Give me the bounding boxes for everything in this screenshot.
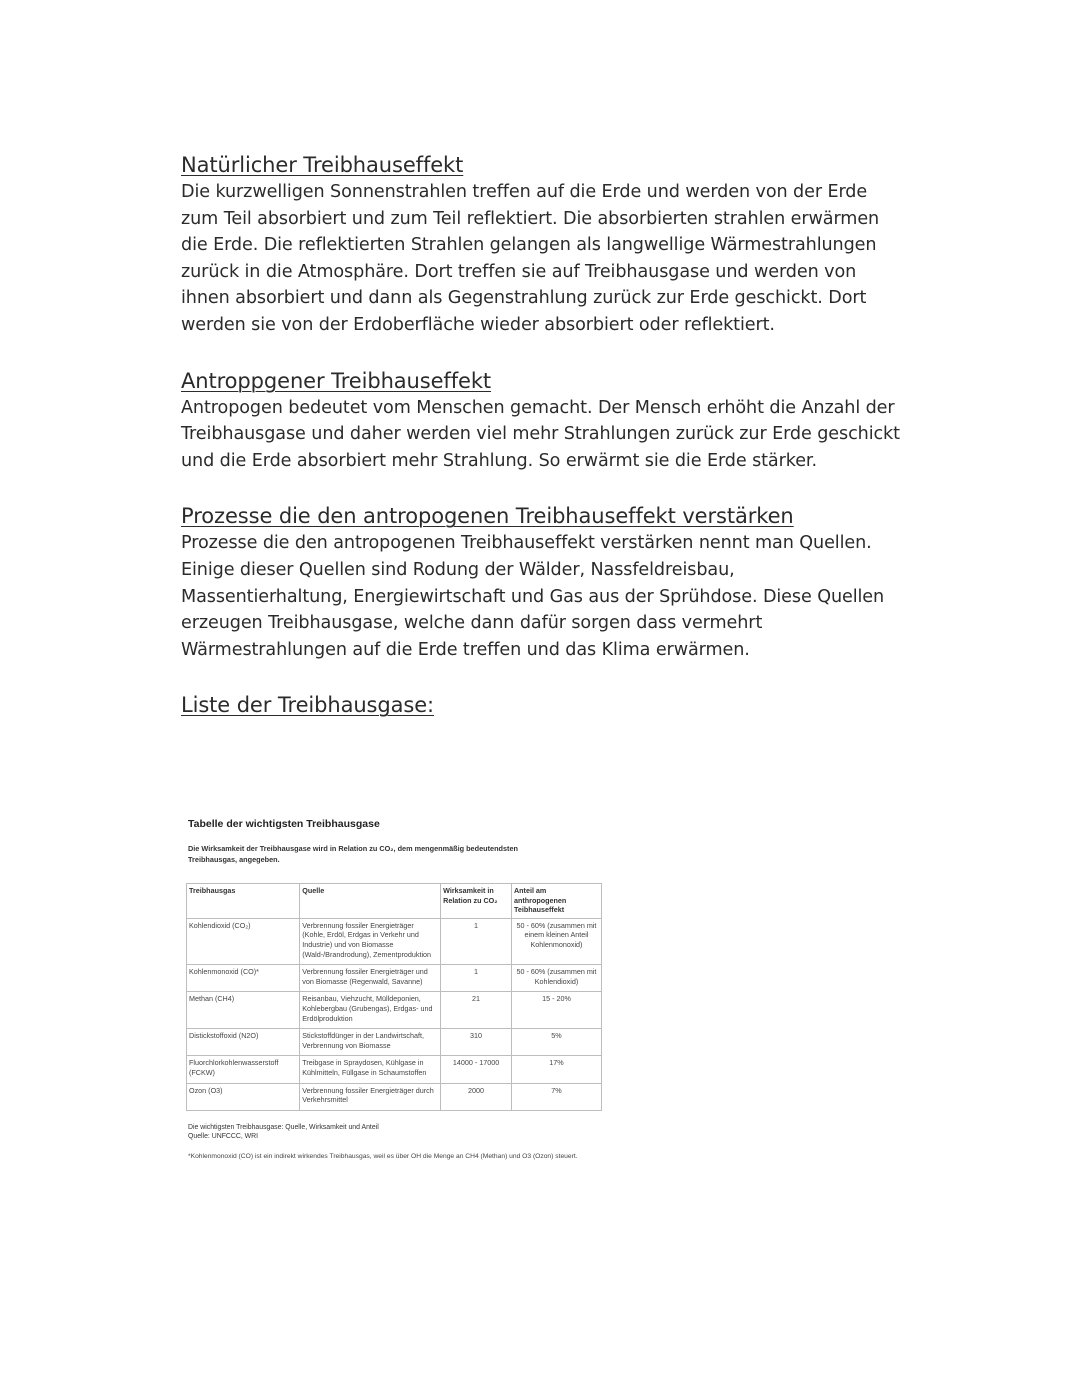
- table-row: [187, 1083, 602, 1110]
- header-share: Anteil am anthropogenen Teibhauseffekt: [511, 884, 601, 919]
- section-title: Natürlicher Treibhauseffekt: [181, 153, 464, 177]
- caption-line: Die wichtigsten Treibhausgase: Quelle, Wirksamkeit und Anteil: [188, 1123, 379, 1131]
- cell-effect: 14000 - 17000: [441, 1056, 512, 1083]
- cell-source: Reisanbau, Viehzucht, Mülldeponien, Kohlebergbau (Grubengas), Erdgas- und Erdölproduktion: [300, 992, 441, 1029]
- table-subtitle: Die Wirksamkeit der Treibhausgase wird in Relation zu CO₂, dem mengenmäßig bedeutendsten Treibhausgas, angegeben.: [188, 844, 518, 864]
- cell-share: 15 - 20%: [511, 992, 601, 1029]
- header-effect: Wirksamkeit in Relation zu CO₂: [441, 884, 512, 919]
- cell-share: 50 - 60% (zusammen mit Kohlendioxid): [511, 965, 601, 992]
- section-gas-list: [181, 692, 901, 719]
- cell-gas: Ozon (O3): [187, 1083, 300, 1110]
- table-row: [187, 965, 602, 992]
- table-row: [187, 1056, 602, 1083]
- section-anthropogenic-greenhouse: [181, 368, 901, 475]
- cell-share: 50 - 60% (zusammen mit einem kleinen Anteil Kohlenmonoxid): [511, 918, 601, 964]
- cell-source: Verbrennung fossiler Energieträger und von Biomasse (Regenwald, Savanne): [300, 965, 441, 992]
- cell-effect: 1: [441, 965, 512, 992]
- cell-gas: Distickstoffoxid (N2O): [187, 1029, 300, 1056]
- table-title: Tabelle der wichtigsten Treibhausgase: [188, 818, 380, 830]
- cell-gas: Kohlenmonoxid (CO)*: [187, 965, 300, 992]
- cell-effect: 310: [441, 1029, 512, 1056]
- table-footnote: *Kohlenmonoxid (CO) ist ein indirekt wirkendes Treibhausgas, weil es über OH die Menge an CH4 (Methan) und O3 (Ozon) steuert.: [188, 1152, 578, 1160]
- table-header-row: [187, 884, 602, 919]
- section-body: Antropogen bedeutet vom Menschen gemacht. Der Mensch erhöht die Anzahl der Treibhausgase und daher werden viel mehr Strahlungen zurück zur Erde geschickt und die Erde absorbiert mehr Strahlung. So erwärmt sie die Erde stärker.: [181, 397, 900, 471]
- cell-effect: 21: [441, 992, 512, 1029]
- cell-share: 17%: [511, 1056, 601, 1083]
- cell-gas: Kohlendioxid (CO₂): [187, 918, 300, 964]
- cell-source: Stickstoffdünger in der Landwirtschaft, Verbrennung von Biomasse: [300, 1029, 441, 1056]
- caption-source: Quelle: UNFCCC, WRI: [188, 1133, 259, 1141]
- table-row: [187, 1029, 602, 1056]
- cell-source: Verbrennung fossiler Energieträger durch Verkehrsmittel: [300, 1083, 441, 1110]
- cell-source: Verbrennung fossiler Energieträger (Kohle, Erdöl, Erdgas in Verkehr und Industrie) und von Biomasse (Wald-/Brandrodung), Zementproduktion: [300, 918, 441, 964]
- cell-effect: 2000: [441, 1083, 512, 1110]
- cell-share: 7%: [511, 1083, 601, 1110]
- header-gas: Treibhausgas: [187, 884, 300, 919]
- section-title: Antroppgener Treibhauseffekt: [181, 368, 492, 393]
- section-natural-greenhouse: [181, 152, 901, 339]
- section-body: Die kurzwelligen Sonnenstrahlen treffen auf die Erde und werden von der Erde zum Teil absorbiert und zum Teil reflektiert. Die absorbierten strahlen erwärmen die Erde. Die reflektierten Strahlen gelangen als langwellige Wärmestrahlungen zurück in die Atmosphäre. Dort treffen sie auf Treibhausgase und werden von ihnen absorbiert und dann als Gegenstrahlung zurück zur Erde geschickt. Dort werden sie von der Erdoberfläche wieder absorbiert oder reflektiert.: [181, 182, 880, 335]
- greenhouse-gas-table: [186, 883, 602, 1111]
- table-caption: [188, 1123, 616, 1142]
- cell-gas: Fluorchlorkohlenwasserstoff (FCKW): [187, 1056, 300, 1083]
- cell-gas: Methan (CH4): [187, 992, 300, 1029]
- section-amplifying-processes: [181, 503, 901, 663]
- table-row: [187, 992, 602, 1029]
- header-source: Quelle: [300, 884, 441, 919]
- section-title: Liste der Treibhausgase:: [181, 693, 435, 718]
- table-row: [187, 918, 602, 964]
- greenhouse-gas-table-figure: [186, 818, 616, 1162]
- document-page: [181, 152, 901, 719]
- section-body: Prozesse die den antropogenen Treibhauseffekt verstärken nennt man Quellen. Einige dieser Quellen sind Rodung der Wälder, Nassfeldreisbau, Massentierhaltung, Energiewirtschaft und Gas aus der Sprühdose. Diese Quellen erzeugen Treibhausgase, welche dann dafür sorgen dass vermehrt Wärmestrahlungen auf die Erde treffen und das Klima erwärmen.: [181, 533, 885, 660]
- cell-share: 5%: [511, 1029, 601, 1056]
- cell-source: Treibgase in Spraydosen, Kühlgase in Kühlmitteln, Füllgase in Schaumstoffen: [300, 1056, 441, 1083]
- section-title: Prozesse die den antropogenen Treibhauseffekt verstärken: [181, 504, 794, 529]
- cell-effect: 1: [441, 918, 512, 964]
